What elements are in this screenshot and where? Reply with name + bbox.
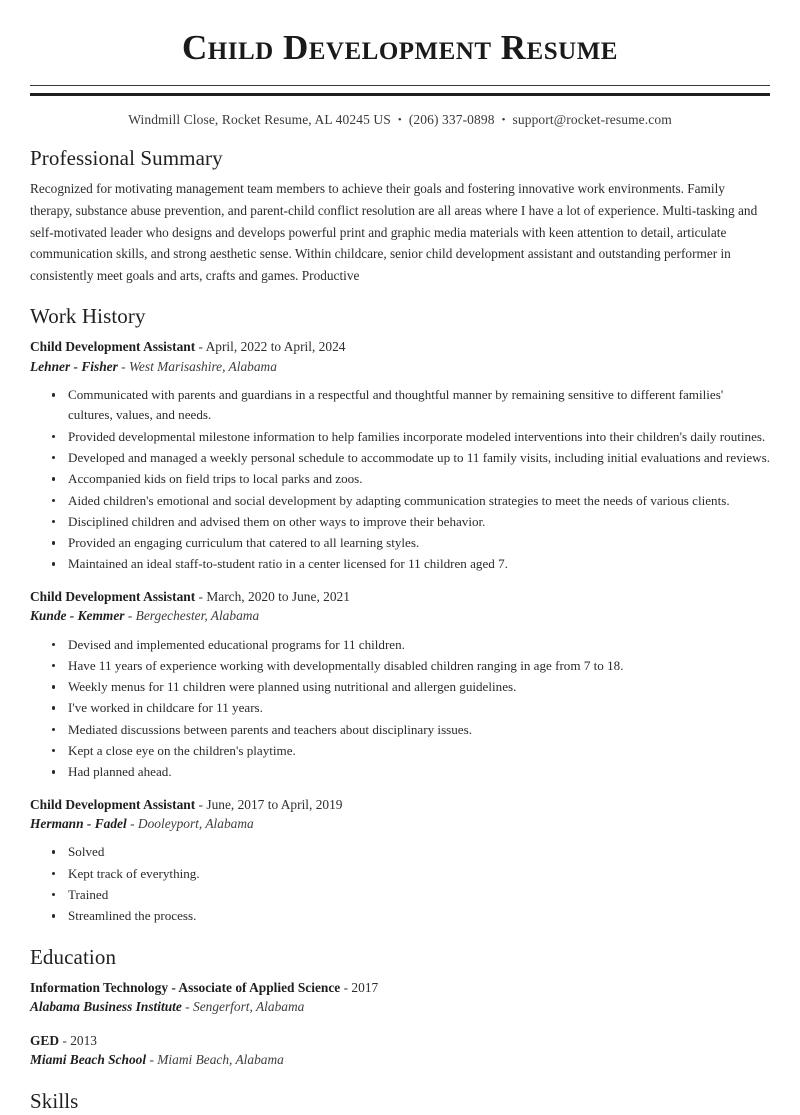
work-company: Lehner - Fisher (30, 358, 118, 374)
section-education (30, 945, 770, 1070)
section-heading-work-history: Work History (30, 304, 146, 329)
contact-address: Windmill Close, Rocket Resume, AL 40245 US (128, 112, 391, 128)
list-item: Disciplined children and advised them on other ways to improve their behavior. (52, 512, 770, 532)
education-degree: GED (30, 1032, 60, 1048)
contact-line (30, 112, 770, 128)
list-item: Devised and implemented educational programs for 11 children. (52, 635, 770, 655)
section-heading-education: Education (30, 944, 117, 969)
education-dash: - (343, 979, 349, 995)
contact-separator-2: • (501, 114, 506, 127)
work-entry-company-line (30, 357, 770, 376)
work-bullet-list (30, 842, 770, 926)
summary-text: Recognized for motivating management team members to achieve their goals and fostering innovative work environments. Family therapy, substance abuse prevention, and parent-child conflict resolution are all areas where I have a lot of experience. Multi-tasking and self-motivated leader who designs and develops powerful print and graphic media materials with keen attention to detail, articulate communication skills, and strong aesthetic sense. Within childcare, senior child development assistant and outstanding performer in consistently meet goals and arts, crafts and games. Productive (30, 181, 758, 283)
education-degree-line (30, 978, 770, 997)
education-dash: - (62, 1032, 67, 1048)
section-work-history (30, 304, 770, 926)
education-year: 2017 (351, 979, 379, 995)
work-dates: March, 2020 to June, 2021 (206, 588, 350, 604)
list-item: Maintained an ideal staff-to-student ratio in a center licensed for 11 children aged 7. (52, 554, 770, 574)
list-item: Have 11 years of experience working with developmentally disabled children ranging in age from 7 to 18. (52, 656, 770, 676)
list-item: Kept a close eye on the children's playtime. (52, 741, 770, 761)
education-year: 2013 (70, 1032, 97, 1048)
work-job-title: Child Development Assistant (30, 796, 196, 812)
work-dash: - (198, 588, 203, 604)
education-school: Miami Beach School (30, 1052, 147, 1068)
education-location: Miami Beach, Alabama (157, 1052, 284, 1068)
work-bullet-list (30, 635, 770, 783)
work-dash: - (198, 339, 203, 355)
work-entry-title-line (30, 337, 770, 356)
work-company-dash: - (130, 815, 135, 831)
section-heading-skills: Skills (30, 1089, 79, 1114)
work-entry-company-line (30, 606, 770, 625)
list-item: Kept track of everything. (52, 864, 770, 884)
work-entry (30, 337, 770, 574)
work-company-dash: - (121, 358, 126, 374)
list-item: Mediated discussions between parents and teachers about disciplinary issues. (52, 720, 770, 740)
work-dates: June, 2017 to April, 2019 (206, 796, 343, 812)
work-company-dash: - (127, 608, 133, 624)
list-item: Had planned ahead. (52, 762, 770, 782)
list-item: Accompanied kids on field trips to local parks and zoos. (52, 469, 770, 489)
work-job-title: Child Development Assistant (30, 339, 196, 355)
work-entry-title-line (30, 587, 770, 606)
work-dates: April, 2022 to April, 2024 (205, 339, 346, 355)
education-school-line (30, 997, 770, 1016)
education-school-dash: - (185, 999, 190, 1015)
list-item: Solved (52, 842, 770, 862)
work-entry (30, 795, 770, 927)
list-item: Streamlined the process. (52, 906, 770, 926)
list-item: Communicated with parents and guardians in a respectful and thoughtful manner by remaining sensitive to different families' cultures, values, and needs. (52, 385, 770, 426)
contact-email: support@rocket-resume.com (512, 112, 672, 128)
work-company: Kunde - Kemmer (30, 608, 125, 624)
list-item: Trained (52, 885, 770, 905)
education-school-dash: - (149, 1052, 154, 1068)
contact-phone: (206) 337-0898 (408, 112, 495, 128)
list-item: Weekly menus for 11 children were planned using nutritional and allergen guidelines. (52, 677, 770, 697)
list-item: Provided developmental milestone information to help families incorporate modeled interventions into their children's daily routines. (52, 427, 770, 447)
work-dash: - (198, 796, 203, 812)
education-entry (30, 978, 770, 1017)
education-degree: Information Technology - Associate of Applied Science (30, 979, 341, 995)
list-item: Developed and managed a weekly personal schedule to accommodate up to 11 family visits, including initial evaluations and reviews. (52, 448, 770, 468)
section-professional-summary (30, 146, 770, 286)
education-school: Alabama Business Institute (30, 999, 182, 1015)
list-item: Aided children's emotional and social development by adapting communication strategies to meet the needs of various clients. (52, 491, 770, 511)
work-location: Dooleyport, Alabama (137, 815, 254, 831)
work-entry-title-line (30, 795, 770, 814)
work-entry (30, 587, 770, 783)
work-bullet-list (30, 385, 770, 575)
work-job-title: Child Development Assistant (30, 588, 196, 604)
list-item: Provided an engaging curriculum that catered to all learning styles. (52, 533, 770, 553)
header-divider (30, 85, 770, 96)
contact-separator-1: • (397, 114, 402, 127)
section-heading-summary: Professional Summary (30, 146, 223, 171)
education-location: Sengerfort, Alabama (193, 999, 305, 1015)
education-degree-line (30, 1031, 770, 1050)
work-company: Hermann - Fadel (30, 815, 127, 831)
education-entry (30, 1031, 770, 1070)
list-item: I've worked in childcare for 11 years. (52, 698, 770, 718)
education-school-line (30, 1050, 770, 1069)
work-location: West Marisashire, Alabama (128, 358, 277, 374)
section-skills (30, 1089, 770, 1114)
page-title: Child Development Resume (182, 28, 618, 67)
work-location: Bergechester, Alabama (135, 608, 260, 624)
work-entry-company-line (30, 814, 770, 833)
